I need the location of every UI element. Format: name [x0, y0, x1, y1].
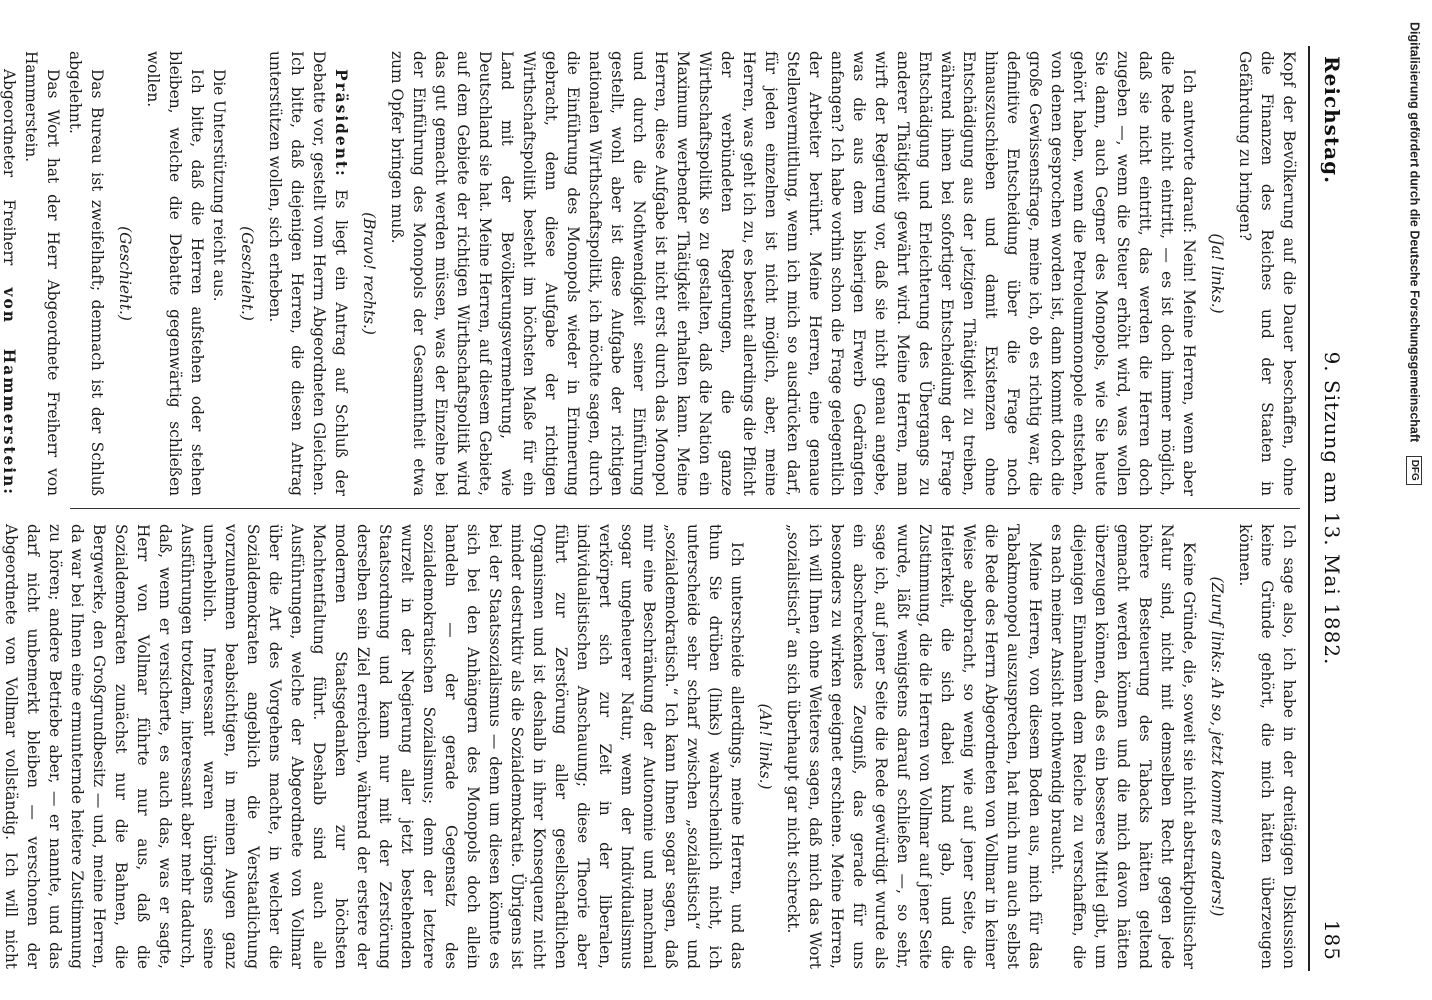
header-title: 9. Sitzung am 13. Mai 1882.	[1320, 351, 1344, 666]
stage-direction: (Geschieht.)	[116, 226, 134, 321]
stage-direction: (Geschieht.)	[238, 226, 256, 321]
stage-direction: (Bravo! rechts.)	[360, 212, 378, 335]
paragraph: Ich bitte, daß die Herren aufstehen oder stehen bleiben, welche die Debatte gegenwärtig schließen wollen.	[144, 51, 206, 496]
scanned-page	[0, 46, 1350, 971]
paragraph: Die Unterstützung reicht aus.	[210, 69, 228, 302]
paragraph: Abgeordneter Freiherr von Hammerstein:	[0, 69, 18, 496]
left-column	[0, 51, 1300, 496]
header-left: Reichstag.	[1320, 56, 1344, 185]
paragraph: Das Wort hat der Herr Abgeordnete Freiherr von Hammerstein.	[22, 51, 62, 496]
speaker-name: Präsident:	[332, 69, 350, 178]
paragraph: Kopf der Bevölkerung auf die Dauer beschaffen, ohne die Finanzen des Reiches und der Staaten in Gefährdung zu bringen?	[1236, 51, 1298, 496]
paragraph: Das Bureau ist zweifelhaft; demnach ist der Schluß abgelehnt.	[66, 51, 106, 496]
paragraph: Keine Gründe, die, soweit sie nicht abstraktpolitischer Natur sind, nicht mit demselben Recht gegen jede höhere Besteuerung des Tabacks hätten geltend gemacht werden können und die mich davon hätten überzeugen können, daß es ein besseres Mittel gibt, um diejenigen Einnahmen dem Reiche zu verschaffen, die es nach meiner Ansicht nothwendig braucht.	[1048, 524, 1198, 969]
right-column	[2, 524, 1300, 969]
stage-direction: (Ah! links.)	[756, 703, 774, 790]
page-header	[1310, 46, 1350, 971]
paragraph: Ich antworte darauf: Nein! Meine Herren, wenn aber die Rede nicht eintritt, — es ist doch immer möglich, daß sie nicht eintritt, das werden die Herren doch zugeben —, wenn die Steuer erhöht wird, was wollen Sie dann, auch Gegner des Monopols, wie Sie heute gehört haben, wenn die Petroleummonopole entstehen, von denen gesprochen worden ist, dann kommt doch die große Gewissensfrage, meine ich, ob es richtig war, die definitive Entscheidung über die Frage noch hinauszuschieben und damit Existenzen ohne Entschädigung aus der jetzigen Thätigkeit zu treiben, während ihnen bei sofortiger Entscheidung der Frage Entschädigung und Erleichterung des Übergangs zu anderer Thätigkeit gewährt wird. Meine Herren, man wirft der Regierung vor, daß sie nicht genau angebe, was die aus dem bisherigen Erwerb Gedrängten anfangen? Ich habe vorhin schon die Frage gelegentlich der Arbeiter berührt. Meine Herren, eine genaue Stellenvermittlung, wenn ich mich so ausdrücken darf, für jeden einzelnen ist nicht möglich, aber, meine Herren, was geht ich zu, es besteht allerdings die Pflicht der verbündeten Regierungen, die ganze Wirthschaftspolitik so zu gestalten, daß die Nation ein Maximum werbender Thätigkeit erhalten kann. Meine Herren, diese Aufgabe ist nicht erst durch das Monopol und durch die Nothwendigkeit seiner Einführung gestellt, wohl aber ist diese Aufgabe der richtigen nationalen Wirthschaftspolitik, ich möchte sagen, durch die Einführung des Monopols wieder in Erinnerung gebracht, denn diese Aufgabe der richtigen Wirthschaftspolitik besteht im höchsten Maße für ein Land mit der Bevölkerungsvermehrung, wie Deutschland sie hat. Meine Herren, auf diesem Gebiete, auf dem Gebiete der richtigen Wirthschaftspolitik wird das gut gemacht werden müssen, was der Einzelne bei der Einführung des Monopols der Gesammtheit etwa zum Opfer bringen muß.	[388, 51, 1198, 496]
dfg-logo: DFG	[1406, 456, 1422, 485]
column-divider	[70, 508, 1300, 509]
credit-text: Digitalisierung gefördert durch die Deutsche Forschungsgemeinschaft	[1407, 22, 1422, 443]
paragraph: Präsident: Es liegt ein Antrag auf Schluß der Debatte vor, gestellt vom Herrn Abgeordneten Gleichen. Ich bitte, daß diejenigen Herren, die diesen Antrag unterstützen wollen, sich erheben.	[266, 51, 350, 496]
dfg-credit	[1402, 22, 1422, 662]
stage-direction: (Zuruf links: Ah so, jetzt kommt es anders!)	[1208, 576, 1226, 917]
speaker-name: von Hammerstein:	[0, 287, 18, 496]
stage-direction: (Ja! links.)	[1208, 233, 1226, 314]
page-number: 185	[1320, 919, 1344, 961]
paragraph: Ich unterscheide allerdings, meine Herren, und das thun Sie drüben (links) wahrscheinlich nicht, ich unterscheide sehr scharf zwischen „sozialistisch“ und „sozialdemokratisch.“ Ich kann Ihnen sogar sagen, daß mir eine Beschränkung der Autonomie und manchmal sogar ungeheuerer Natur, wenn der Individualismus verkörpert sich zur Zeit in der liberalen, individualistischen Anschauung; diese Theorie aber führt zur Zerstörung aller gesellschaftlichen Organismen und ist deshalb in ihrer Konsequenz nicht minder destruktiv als die Sozialdemokratie. Übrigens ist bei der Staatssozialismus — denn um diesen könnte es sich bei den Anhängern des Monopols doch allein handeln — der gerade Gegensatz des sozialdemokratischen Sozialismus; denn der letztere wurzelt in der Negierung aller jetzt bestehenden Staatsordnung und kann nur mit der Zerstörung derselben sein Ziel erreichen, während der erstere der modernen Staatsgedanken zur höchsten Machtentfaltung führt. Deshalb sind auch alle Ausführungen, welche der Abgeordnete von Vollmar über die Art des Vorgehens machte, in welcher die Sozialdemokraten angeblich die Verstaatlichung vorzunehmen beabsichtigen, in meinen Augen ganz unerheblich. Interessant waren übrigens seine Ausführungen trotzdem, interessant aber mehr dadurch, daß, wenn er versicherte, es auch das, was er sagte, Herr von Vollmar führte nur aus, daß die Sozialdemokraten zunächst nur die Bahnen, die Bergwerke, den Großgrundbesitz — und, meine Herren, da war bei Ihnen eine ermunternde heitere Zustimmung zu hören; andere Betriebe aber, — er nannte, und das darf nicht unbemerkt bleiben — verschonen der Abgeordnete von Vollmar vollständig. Ich will nicht	[2, 524, 746, 969]
header-rule	[1308, 46, 1310, 971]
paragraph: Ich sage also, ich habe in der dreitägigen Diskussion keine Gründe gehört, die mich hätten überzeugen können.	[1236, 524, 1298, 969]
paragraph: Meine Herren, von diesem Boden aus, mich für das Tabakmonopol auszusprechen, hat mich nun auch selbst die Rede des Herrn Abgeordneten von Vollmar in keiner Weise abgebracht, so wenig wie auf jener Seite, die Heiterkeit, die sich dabei kund gab, und die Zustimmung, die die Herren von Vollmar auf jener Seite wurde, läßt wenigstens darauf schließen —, so sehr, sage ich, auf jener Seite die Rede gewürdigt wurde als ein abschreckendes Zeugniß, das gerade für uns besonders zu wirken geeignet erschiene. Meine Herren, ich will Ihnen ohne Weiteres sagen, daß mich das Wort „sozialistisch“ an sich überhaupt gar nicht schreckt.	[784, 524, 1044, 969]
